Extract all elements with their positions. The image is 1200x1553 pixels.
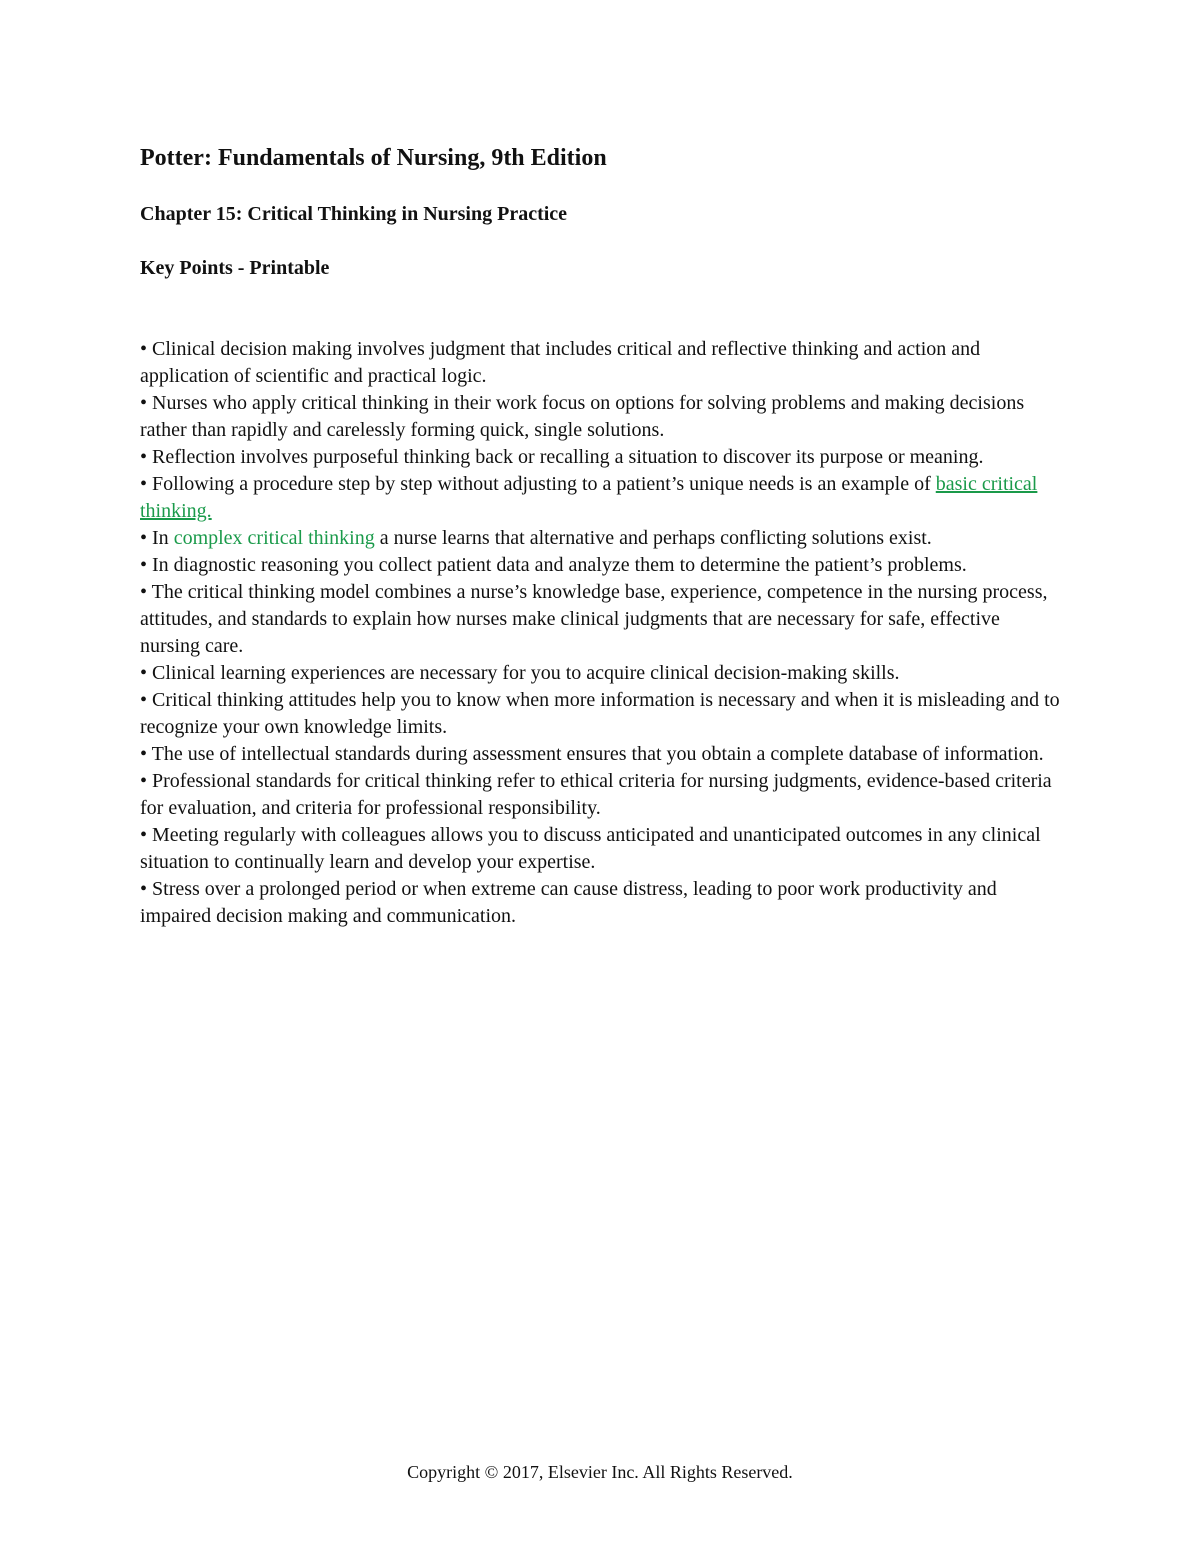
key-point-13 bbox=[140, 876, 1060, 930]
bullet: • bbox=[140, 689, 148, 711]
key-point-text: a nurse learns that alternative and perhaps conflicting solutions exist. bbox=[374, 527, 932, 549]
key-point-text: Following a procedure step by step without adjusting to a patient’s unique needs is an example of bbox=[152, 473, 936, 495]
key-point-2 bbox=[140, 390, 1060, 444]
key-point-4 bbox=[140, 471, 1060, 525]
copyright-footer: Copyright © 2017, Elsevier Inc. All Rights Reserved. bbox=[407, 1462, 793, 1482]
key-point-11 bbox=[140, 768, 1060, 822]
bullet: • bbox=[140, 554, 148, 576]
key-point-text: Reflection involves purposeful thinking back or recalling a situation to discover its purpose or meaning. bbox=[152, 446, 984, 468]
key-point-12 bbox=[140, 822, 1060, 876]
key-point-text: The critical thinking model combines a nurse’s knowledge base, experience, competence in the nursing process, attitudes, and standards to explain how nurses make clinical judgments that are necessary for safe, effective nursing care. bbox=[140, 581, 1048, 657]
document-title: Potter: Fundamentals of Nursing, 9th Edition bbox=[140, 145, 607, 171]
key-point-text: Meeting regularly with colleagues allows you to discuss anticipated and unanticipated outcomes in any clinical situation to continually learn and develop your expertise. bbox=[140, 824, 1041, 873]
bullet: • bbox=[140, 581, 148, 603]
bullet: • bbox=[140, 878, 148, 900]
bullet: • bbox=[140, 527, 148, 549]
chapter-heading: Chapter 15: Critical Thinking in Nursing Practice bbox=[140, 203, 568, 225]
key-point-text: Nurses who apply critical thinking in their work focus on options for solving problems and making decisions rather than rapidly and carelessly forming quick, single solutions. bbox=[140, 392, 1025, 441]
key-point-9 bbox=[140, 687, 1060, 741]
key-point-text: In bbox=[152, 527, 174, 549]
complex-critical-thinking-term: complex critical thinking bbox=[173, 527, 375, 549]
key-point-3 bbox=[140, 444, 1060, 471]
bullet: • bbox=[140, 662, 148, 684]
key-point-text: The use of intellectual standards during assessment ensures that you obtain a complete database of information. bbox=[151, 743, 1044, 765]
key-point-text: Professional standards for critical thinking refer to ethical criteria for nursing judgments, evidence-based criteria for evaluation, and criteria for professional responsibility. bbox=[140, 770, 1052, 819]
key-points-list bbox=[140, 336, 1060, 930]
key-point-10 bbox=[140, 741, 1060, 768]
key-point-7 bbox=[140, 579, 1060, 660]
key-point-text: Stress over a prolonged period or when extreme can cause distress, leading to poor work productivity and impaired decision making and communication. bbox=[140, 878, 997, 927]
key-point-1 bbox=[140, 336, 1060, 390]
key-point-8 bbox=[140, 660, 1060, 687]
key-point-text: Clinical decision making involves judgment that includes critical and reflective thinking and action and application of scientific and practical logic. bbox=[140, 338, 981, 387]
bullet: • bbox=[140, 446, 148, 468]
basic-critical-thinking-link[interactable]: basic critical thinking. bbox=[140, 473, 1038, 522]
section-subtitle: Key Points - Printable bbox=[140, 257, 330, 279]
key-point-text: In diagnostic reasoning you collect patient data and analyze them to determine the patient’s problems. bbox=[152, 554, 967, 576]
bullet: • bbox=[140, 338, 148, 360]
bullet: • bbox=[140, 473, 148, 495]
bullet: • bbox=[140, 770, 148, 792]
key-point-text: Clinical learning experiences are necessary for you to acquire clinical decision-making skills. bbox=[152, 662, 900, 684]
key-point-text: Critical thinking attitudes help you to know when more information is necessary and when it is misleading and to recognize your own knowledge limits. bbox=[140, 689, 1060, 738]
key-point-5 bbox=[140, 525, 1060, 552]
bullet: • bbox=[140, 743, 148, 765]
bullet: • bbox=[140, 824, 148, 846]
key-point-6 bbox=[140, 552, 1060, 579]
bullet: • bbox=[140, 392, 148, 414]
